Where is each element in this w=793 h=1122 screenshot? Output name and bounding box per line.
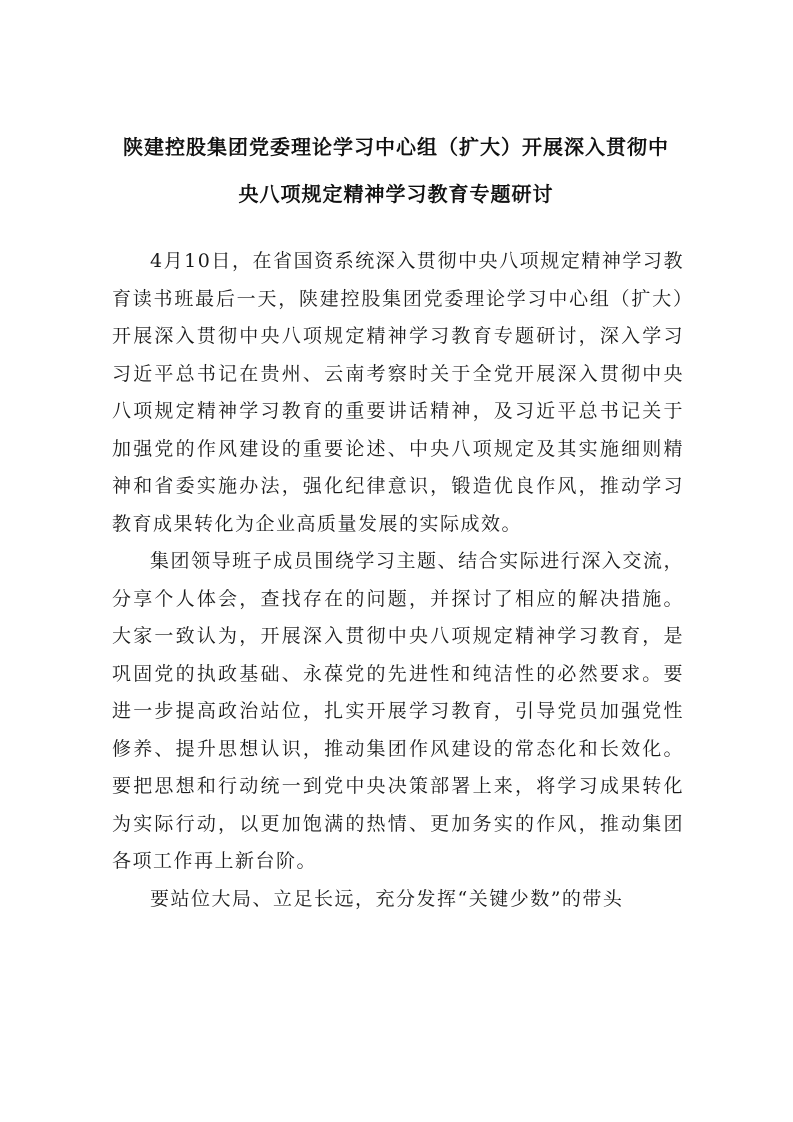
document-title-line-1: 陕建控股集团党委理论学习中心组（扩大）开展深入贯彻中 xyxy=(123,135,669,159)
paragraph-3: 要站位大局、立足长远，充分发挥“关键少数”的带头 xyxy=(150,887,624,910)
paragraph-2: 集团领导班子成员围绕学习主题、结合实际进行深入交流，分享个人体会，查找存在的问题，并探讨了相应的解决措施。大家一致认为，开展深入贯彻中央八项规定精神学习教育，是巩固党的执政基础、永葆党的先进性和纯洁性的必然要求。要进一步提高政治站位，扎实开展学习教育，引导党员加强党性修养、提升思想认识，推动集团作风建设的常态化和长效化。要把思想和行动统一到党中央决策部署上来，将学习成果转化为实际行动，以更加饱满的热情、更加务实的作风，推动集团各项工作再上新台阶。 xyxy=(112,550,684,872)
document-title-line-2: 央八项规定精神学习教育专题研讨 xyxy=(238,182,554,206)
document-body xyxy=(112,243,684,918)
paragraph-1: 4月10日，在省国资系统深入贯彻中央八项规定精神学习教育读书班最后一天，陕建控股集团党委理论学习中心组（扩大）开展深入贯彻中央八项规定精神学习教育专题研讨，深入学习习近平总书记在贵州、云南考察时关于全党开展深入贯彻中央八项规定精神学习教育的重要讲话精神，及习近平总书记关于加强党的作风建设的重要论述、中央八项规定及其实施细则精神和省委实施办法，强化纪律意识，锻造优良作风，推动学习教育成果转化为企业高质量发展的实际成效。 xyxy=(112,250,684,535)
